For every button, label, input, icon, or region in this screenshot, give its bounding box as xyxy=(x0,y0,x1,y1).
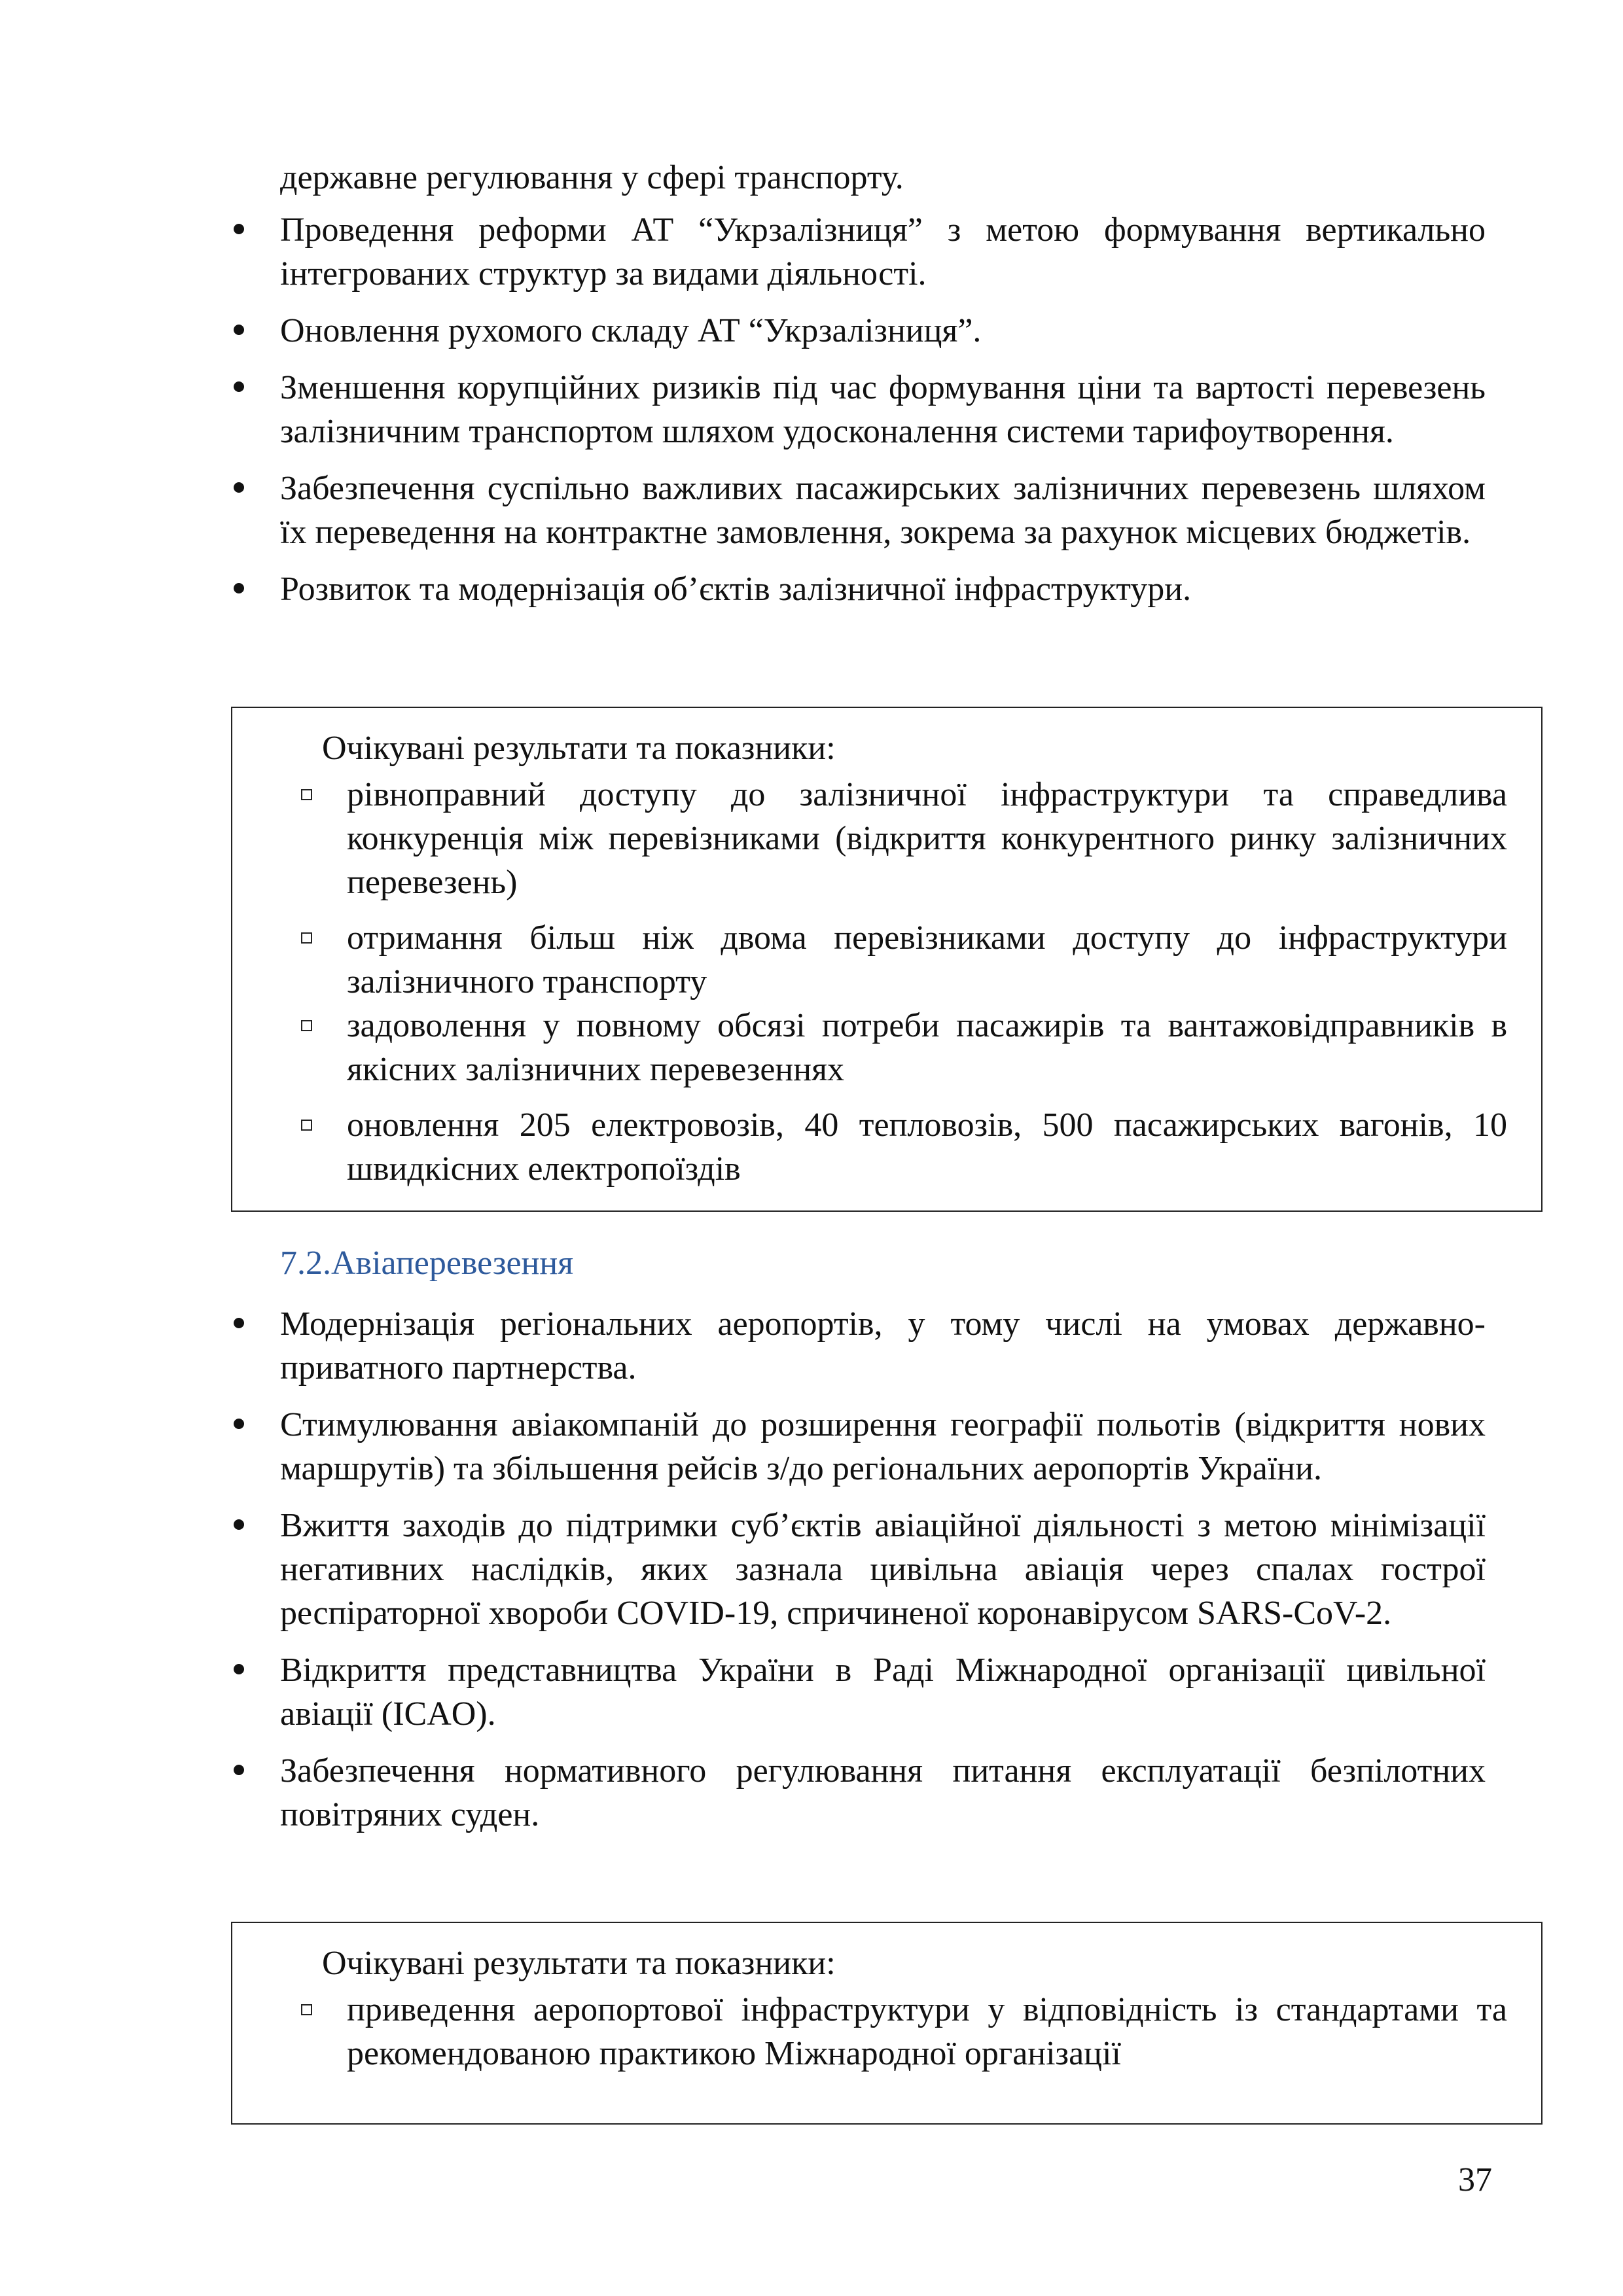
bullet-icon xyxy=(234,1318,244,1328)
list-item-text: Відкриття представництва України в Раді Міжнародної організації цивільної авіації (ICAO). xyxy=(280,1651,1486,1733)
air-measures-list xyxy=(226,1302,1486,1850)
list-item xyxy=(232,916,1507,1004)
continuation-text: державне регулювання у сфері транспорту. xyxy=(280,159,904,196)
list-item-text: рівноправний доступу до залізничної інфраструктури та справедлива конкуренція між перевізниками (відкриття конкурентного ринку залізничних перевезень) xyxy=(347,776,1507,901)
section-heading: 7.2.Авіаперевезення xyxy=(280,1245,574,1282)
checkbox-square-icon xyxy=(301,1120,312,1131)
list-item-text: Модернізація регіональних аеропортів, у тому числі на умовах державно-приватного партнерства. xyxy=(280,1305,1486,1386)
list-item-text: Вжиття заходів до підтримки суб’єктів авіаційної діяльності з метою мінімізації негативних наслідків, яких зазнала цивільна авіація через спалах гострої респіраторної хвороби COVID-19, спричиненої коронавірусом SARS-CoV-2. xyxy=(280,1507,1486,1632)
checkbox-square-icon xyxy=(301,932,312,944)
list-item xyxy=(232,1004,1507,1091)
list-item xyxy=(226,1504,1486,1635)
results-box-title: Очікувані результати та показники: xyxy=(322,1945,836,1982)
list-item xyxy=(232,773,1507,904)
list-item xyxy=(226,208,1486,296)
list-item xyxy=(226,567,1486,611)
results-box-title: Очікувані результати та показники: xyxy=(322,730,836,767)
bullet-icon xyxy=(234,1419,244,1429)
bullet-icon xyxy=(234,381,244,392)
bullet-icon xyxy=(234,583,244,593)
list-item xyxy=(232,1103,1507,1191)
page-number: 37 xyxy=(1458,2161,1492,2199)
checkbox-square-icon xyxy=(301,2004,312,2015)
bullet-icon xyxy=(234,1765,244,1775)
list-item xyxy=(226,309,1486,353)
checkbox-square-icon xyxy=(301,1020,312,1031)
list-item-text: Забезпечення нормативного регулювання питання експлуатації безпілотних повітряних суден. xyxy=(280,1752,1486,1833)
list-item-text: оновлення 205 електровозів, 40 тепловозів, 500 пасажирських вагонів, 10 швидкісних електропоїздів xyxy=(347,1106,1507,1188)
air-results-box xyxy=(231,1922,1543,2125)
list-item xyxy=(226,1302,1486,1390)
list-item-text: Проведення реформи АТ “Укрзалізниця” з метою формування вертикально інтегрованих структур за видами діяльності. xyxy=(280,211,1486,292)
list-item-text: приведення аеропортової інфраструктури у відповідність із стандартами та рекомендованою практикою Міжнародної організації xyxy=(347,1991,1507,2072)
list-item xyxy=(226,366,1486,453)
bullet-icon xyxy=(234,224,244,234)
list-item-text: Оновлення рухомого складу АТ “Укрзалізниця”. xyxy=(280,312,982,349)
bullet-icon xyxy=(234,1519,244,1530)
list-item-text: Забезпечення суспільно важливих пасажирських залізничних перевезень шляхом їх переведення на контрактне замовлення, зокрема за рахунок місцевих бюджетів. xyxy=(280,470,1486,551)
list-item-text: задоволення у повному обсязі потреби пасажирів та вантажовідправників в якісних залізничних перевезеннях xyxy=(347,1007,1507,1088)
list-item xyxy=(226,1648,1486,1736)
list-item xyxy=(226,467,1486,554)
list-item xyxy=(226,1749,1486,1837)
checkbox-square-icon xyxy=(301,789,312,800)
bullet-icon xyxy=(234,1664,244,1674)
list-item-text: Стимулювання авіакомпаній до розширення географії польотів (відкриття нових маршрутів) та збільшення рейсів з/до регіональних аеропортів України. xyxy=(280,1406,1486,1487)
list-item-text: отримання більш ніж двома перевізниками доступу до інфраструктури залізничного транспорту xyxy=(347,919,1507,1000)
rail-results-box xyxy=(231,707,1543,1212)
rail-results-list xyxy=(232,773,1507,1191)
list-item xyxy=(226,1403,1486,1491)
rail-measures-list xyxy=(226,208,1486,624)
list-item-text: Розвиток та модернізація об’єктів залізничної інфраструктури. xyxy=(280,571,1192,608)
list-item xyxy=(232,1988,1507,2075)
bullet-icon xyxy=(234,325,244,335)
list-item-text: Зменшення корупційних ризиків під час формування ціни та вартості перевезень залізничним транспортом шляхом удосконалення системи тарифоутворення. xyxy=(280,369,1486,450)
air-results-list xyxy=(232,1988,1507,2075)
bullet-icon xyxy=(234,482,244,493)
